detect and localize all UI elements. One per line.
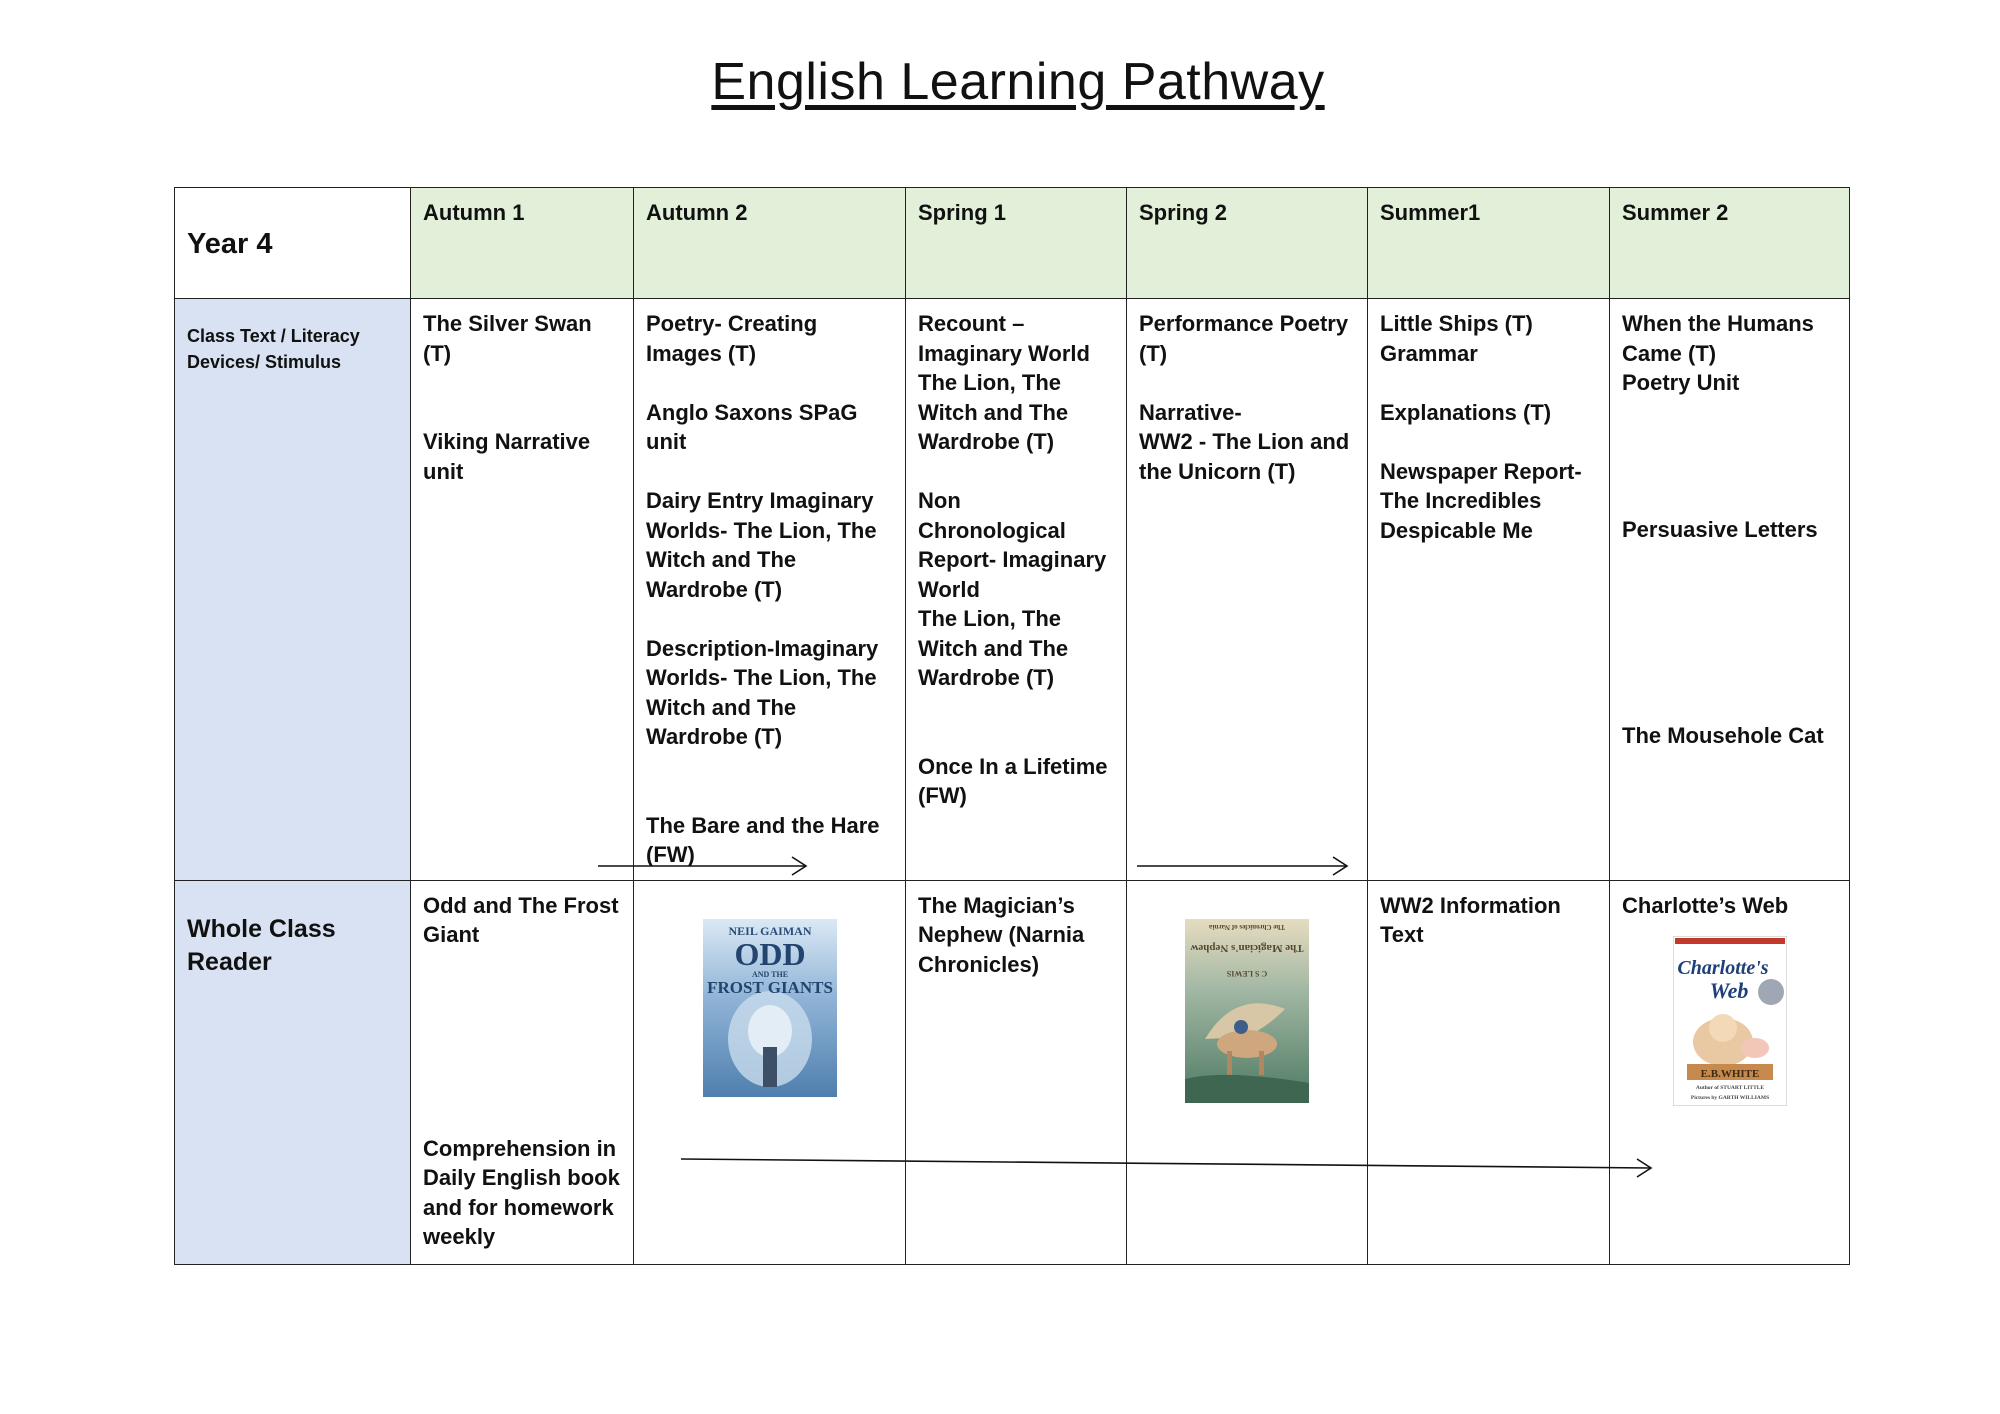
text-item: The Lion, The Witch and The Wardrobe (T) <box>918 606 1069 690</box>
text-item: Performance Poetry (T) <box>1139 311 1349 366</box>
text-item: Charlotte’s Web <box>1622 892 1789 918</box>
cover-title-2: Web <box>1709 978 1748 1003</box>
text-item: The Mousehole Cat <box>1622 722 1824 748</box>
class-text-summer-1 <box>1368 299 1610 881</box>
term-spring-1: Spring 1 <box>906 188 1127 299</box>
magicians-nephew-cover <box>1185 919 1309 1103</box>
reader-autumn-2 <box>634 880 906 1264</box>
cover-author: C S LEWIS <box>1226 968 1268 978</box>
class-text-autumn-1 <box>411 299 634 881</box>
text-item: When the Humans Came (T) <box>1622 311 1814 366</box>
text-item: Viking Narrative unit <box>423 429 591 484</box>
header-row <box>175 188 1850 299</box>
text-item: Grammar <box>1380 340 1478 366</box>
text-item: The Bare and the Hare (FW) <box>646 812 880 867</box>
reader-spring-2 <box>1127 880 1368 1264</box>
cover-sub: AND THE <box>751 969 788 979</box>
text-item: WW2 Information Text <box>1380 892 1561 947</box>
reader-summer-1 <box>1368 880 1610 1264</box>
class-text-row <box>175 299 1850 881</box>
class-text-autumn-2 <box>634 299 906 881</box>
text-item: Narrative- <box>1139 399 1242 425</box>
year-label: Year 4 <box>175 188 411 299</box>
class-text-summer-2 <box>1610 299 1850 881</box>
cover-illustrator: Pictures by GARTH WILLIAMS <box>1690 1095 1769 1101</box>
class-text-spring-1 <box>906 299 1127 881</box>
text-item: Little Ships (T) <box>1380 311 1533 336</box>
cover-author: NEIL GAIMAN <box>727 923 812 938</box>
reader-autumn-1 <box>411 880 634 1264</box>
text-item: Odd and The Frost Giant <box>423 892 619 947</box>
text-item: The Silver Swan (T) <box>423 311 592 366</box>
text-item: Poetry- Creating Images (T) <box>646 311 818 366</box>
text-item: Description-Imaginary Worlds- The Lion, The Witch and The Wardrobe (T) <box>646 635 879 749</box>
reader-label: Whole Class Reader <box>175 880 411 1264</box>
text-item: The Magician’s Nephew (Narnia Chronicles) <box>918 892 1085 977</box>
pathway-table <box>174 187 1850 1265</box>
text-item: Explanations (T) <box>1380 399 1552 425</box>
odd-frost-giants-cover <box>703 919 837 1097</box>
cover-author: E.B.WHITE <box>1700 1068 1759 1080</box>
cover-title-1: Charlotte's <box>1676 957 1769 979</box>
text-item: Once In a Lifetime (FW) <box>918 753 1108 808</box>
class-text-spring-2 <box>1127 299 1368 881</box>
term-autumn-1: Autumn 1 <box>411 188 634 299</box>
term-spring-2: Spring 2 <box>1127 188 1368 299</box>
text-item: Newspaper Report- The Incredibles Despicable Me <box>1380 458 1582 543</box>
cover-note: Author of STUART LITTLE <box>1695 1085 1764 1091</box>
text-item: Poetry Unit <box>1622 370 1740 395</box>
cover-title: ODD <box>733 935 806 972</box>
cover-title-2: FROST GIANTS <box>706 977 833 997</box>
text-item: Dairy Entry Imaginary Worlds- The Lion, The Witch and The Wardrobe (T) <box>646 488 877 602</box>
text-item: Persuasive Letters <box>1622 517 1818 542</box>
class-text-label: Class Text / Literacy Devices/ Stimulus <box>175 299 411 881</box>
text-item: Recount – Imaginary World The Lion, The Witch and The Wardrobe (T) <box>918 311 1090 454</box>
reader-row <box>175 880 1850 1264</box>
reader-summer-2 <box>1610 880 1850 1264</box>
charlottes-web-cover <box>1673 936 1787 1106</box>
cover-series: The Chronicles of Narnia <box>1209 922 1285 931</box>
text-item: Comprehension in Daily English book and for homework weekly <box>423 1135 620 1249</box>
page-title: English Learning Pathway <box>711 53 1325 111</box>
reader-spring-1 <box>906 880 1127 1264</box>
text-item: Non Chronological Report- Imaginary World <box>918 488 1107 602</box>
text-item: WW2 - The Lion and the Unicorn (T) <box>1139 429 1350 484</box>
term-autumn-2: Autumn 2 <box>634 188 906 299</box>
text-item: Anglo Saxons SPaG unit <box>646 399 858 454</box>
cover-title: The Magician's Nephew <box>1190 941 1304 954</box>
term-summer-1: Summer1 <box>1368 188 1610 299</box>
term-summer-2: Summer 2 <box>1610 188 1850 299</box>
